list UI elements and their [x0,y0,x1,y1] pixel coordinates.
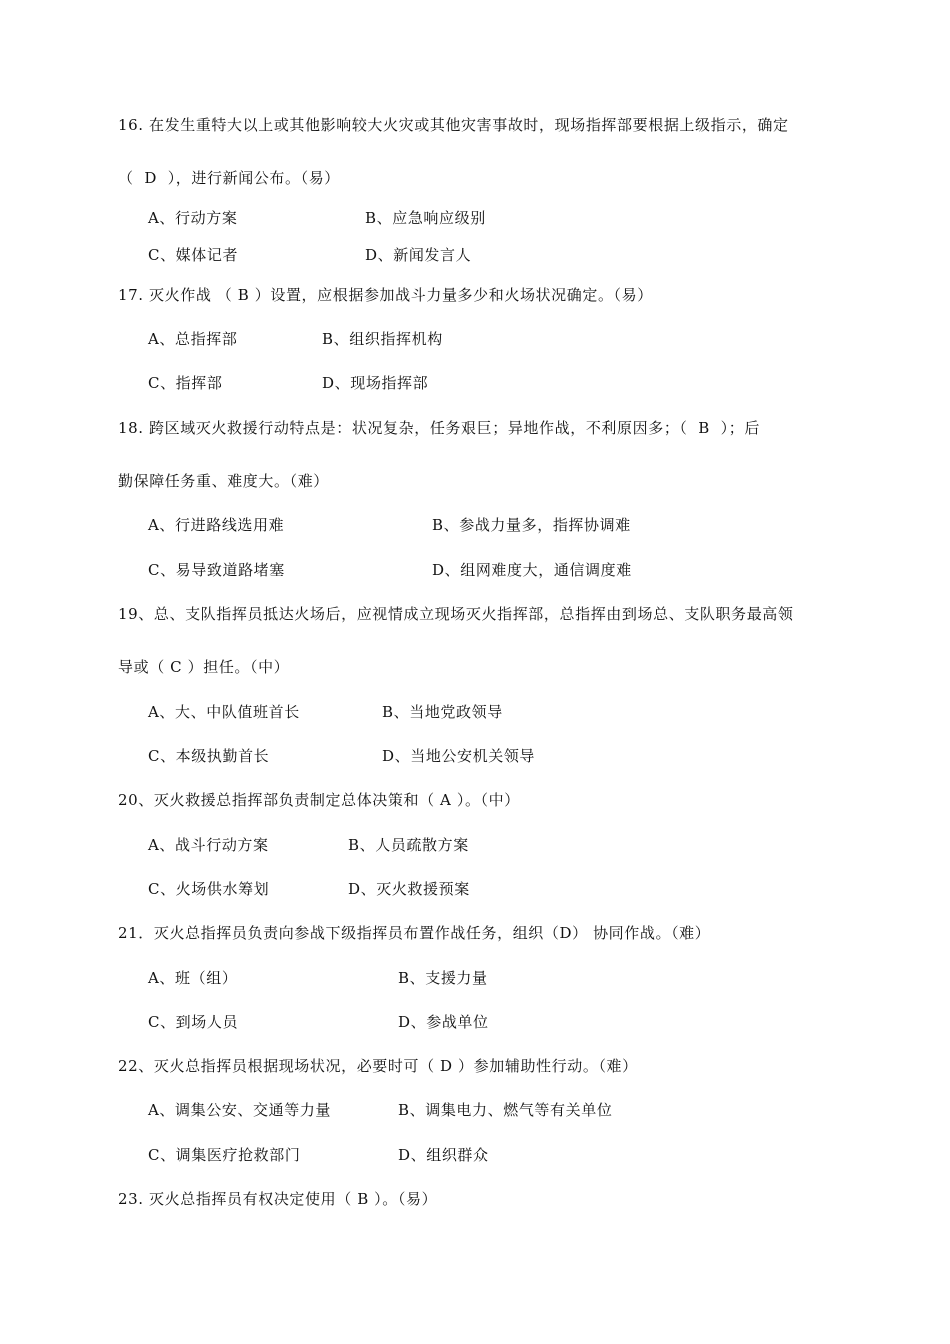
question-22-line-1: 22、灭火总指挥员根据现场状况，必要时可（ D ）参加辅助性行动。（难） [118,1057,638,1075]
question-18-option-c: C、易导致道路堵塞 [148,561,285,579]
question-17-option-b: B、组织指挥机构 [322,330,443,348]
question-22-option-c: C、调集医疗抢救部门 [148,1146,301,1164]
question-21-option-c: C、到场人员 [148,1013,239,1031]
question-21-option-d: D、参战单位 [398,1013,489,1031]
question-18-line-2: 勤保障任务重、难度大。（难） [118,472,329,490]
question-18-option-b: B、参战力量多，指挥协调难 [432,516,631,534]
question-21-line-1: 21．灭火总指挥员负责向参战下级指挥员布置作战任务，组织（D） 协同作战。（难） [118,924,711,942]
question-21-option-b: B、支援力量 [398,969,488,987]
question-19-line-1: 19、总、支队指挥员抵达火场后，应视情成立现场灭火指挥部，总指挥由到场总、支队职务最高领 [118,605,794,623]
question-16-line-1: 16. 在发生重特大以上或其他影响较大火灾或其他灾害事故时，现场指挥部要根据上级指示，确定 [118,116,789,134]
question-19-option-b: B、当地党政领导 [382,703,503,721]
question-16-line-2: （ D ），进行新闻公布。（易） [118,169,340,187]
question-16-option-a: A、行动方案 [148,209,238,227]
question-19-line-2: 导或（ C ）担任。（中） [118,658,290,676]
question-18-line-1: 18. 跨区域灭火救援行动特点是：状况复杂，任务艰巨；异地作战，不利原因多；（ B ）；后 [118,419,760,437]
question-22-option-a: A、调集公安、交通等力量 [148,1101,332,1119]
question-19-option-c: C、本级执勤首长 [148,747,270,765]
question-21-option-a: A、班（组） [148,969,238,987]
question-23-line-1: 23. 灭火总指挥员有权决定使用（ B ）。（易） [118,1190,438,1208]
question-16-option-d: D、新闻发言人 [365,246,472,264]
question-18-option-a: A、行进路线选用难 [148,516,285,534]
question-22-option-b: B、调集电力、燃气等有关单位 [398,1101,613,1119]
question-19-option-a: A、大、中队值班首长 [148,703,300,721]
question-20-line-1: 20、灭火救援总指挥部负责制定总体决策和（ A ）。（中） [118,791,520,809]
question-20-option-d: D、灭火救援预案 [348,880,470,898]
question-20-option-a: A、战斗行动方案 [148,836,269,854]
question-17-option-c: C、指挥部 [148,374,223,392]
question-20-option-b: B、人员疏散方案 [348,836,469,854]
question-17-option-d: D、现场指挥部 [322,374,429,392]
question-20-option-c: C、火场供水筹划 [148,880,270,898]
question-17-line-1: 17. 灭火作战 （ B ）设置，应根据参加战斗力量多少和火场状况确定。（易） [118,286,653,304]
question-19-option-d: D、当地公安机关领导 [382,747,536,765]
question-22-option-d: D、组织群众 [398,1146,489,1164]
question-16-option-c: C、媒体记者 [148,246,239,264]
question-16-option-b: B、应急响应级别 [365,209,486,227]
question-18-option-d: D、组网难度大，通信调度难 [432,561,632,579]
question-17-option-a: A、总指挥部 [148,330,238,348]
